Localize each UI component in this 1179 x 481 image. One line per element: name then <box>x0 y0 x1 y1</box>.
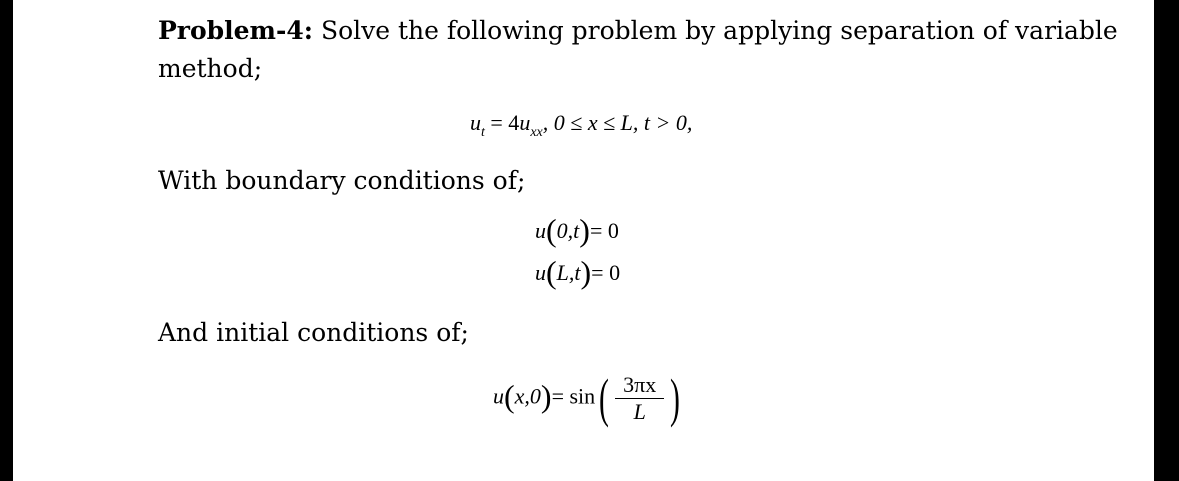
ic-args: x,0 <box>514 383 541 409</box>
initial-condition: u(x,0)= sin( $\frac{3\pi x}{L}$ ) <box>493 367 681 428</box>
pde-domain: , 0 ≤ x ≤ L, t > 0, <box>542 110 693 135</box>
bc1-rhs: = 0 <box>589 218 619 243</box>
problem-text-line1: Solve the following problem by applying separation of variable <box>320 16 1118 45</box>
bc1-args: 0,t <box>556 218 580 243</box>
pde-u2: u <box>519 110 531 135</box>
boundary-condition-1: u(0,t)= 0 <box>535 212 619 248</box>
bc2-rhs: = 0 <box>591 260 621 285</box>
boundary-condition-2: u(L,t)= 0 <box>535 254 621 290</box>
problem-statement-line1 <box>158 16 1118 45</box>
bc2-args: L,t <box>556 260 581 285</box>
ic-u: u <box>493 383 504 409</box>
pde-equals: = 4 <box>484 110 520 135</box>
ic-fraction <box>615 372 664 425</box>
ic-denominator: L <box>633 399 646 424</box>
document-page <box>13 0 1154 481</box>
problem-statement-line2: method; <box>158 54 263 83</box>
pde-xx-subscript: xx <box>530 125 543 140</box>
bc1-u: u <box>535 218 546 243</box>
initial-heading: And initial conditions of; <box>158 318 469 347</box>
boundary-heading: With boundary conditions of; <box>158 166 526 195</box>
pde-u: u <box>470 110 481 135</box>
pde-equation <box>470 110 693 140</box>
problem-label: Problem-4: <box>158 16 313 45</box>
bc2-u: u <box>535 260 546 285</box>
pde-t-subscript: t <box>481 125 485 140</box>
ic-sin: = sin <box>551 383 596 409</box>
ic-numerator: 3πx <box>615 372 664 399</box>
